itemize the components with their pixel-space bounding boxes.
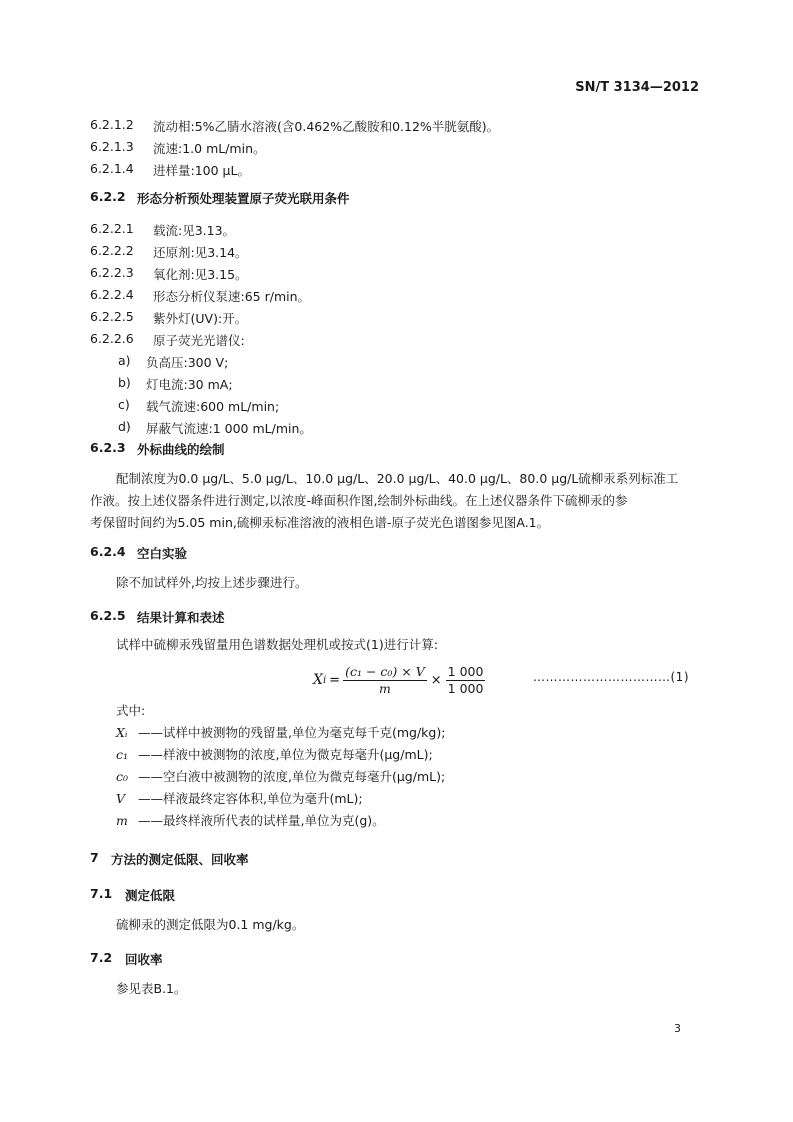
section-title: 测定低限 — [125, 888, 176, 903]
formula-lhs-sub: i — [322, 674, 327, 686]
variable-desc: ——试样中被测物的残留量,单位为毫克每千克(mg/kg); — [138, 725, 446, 740]
section-number: 6.2.3 — [90, 440, 126, 455]
paragraph-line: 作液。按上述仪器条件进行测定,以浓度-峰面积作图,绘制外标曲线。在上述仪器条件下硫柳汞的参 — [90, 493, 628, 508]
formula-numerator-2: 1 000 — [447, 663, 484, 679]
item-number: 6.2.2.1 — [90, 221, 134, 236]
section-number: 7.1 — [90, 886, 113, 901]
section-title: 空白实验 — [137, 546, 188, 561]
equation-number: ……………………………(1) — [533, 670, 689, 684]
list-text: 负高压:300 V; — [146, 355, 229, 370]
list-text: 载气流速:600 mL/min; — [146, 399, 280, 414]
item-text: 流动相:5%乙腈水溶液(含0.462%乙酸胺和0.12%半胱氨酸)。 — [153, 119, 500, 134]
item-text: 载流:见3.13。 — [153, 223, 236, 238]
variable-desc: ——样液中被测物的浓度,单位为微克每毫升(μg/mL); — [138, 747, 433, 762]
formula-fraction-2 — [446, 664, 486, 697]
item-text: 紫外灯(UV):开。 — [153, 311, 248, 326]
paragraph-line: 试样中硫柳汞残留量用色谱数据处理机或按式(1)进行计算: — [116, 637, 438, 652]
paragraph-line: 考保留时间约为5.05 min,硫柳汞标准溶液的液相色谱-原子荧光色谱图参见图A.1。 — [90, 515, 550, 530]
variable-desc: ——样液最终定容体积,单位为毫升(mL); — [138, 791, 363, 806]
item-number: 6.2.2.2 — [90, 243, 134, 258]
formula-equals: = — [329, 672, 341, 688]
section-title: 形态分析预处理装置原子荧光联用条件 — [137, 191, 350, 206]
item-number: 6.2.1.3 — [90, 139, 134, 154]
list-text: 灯电流:30 mA; — [146, 377, 233, 392]
section-number: 6.2.5 — [90, 608, 126, 623]
variable-symbol: m — [116, 813, 128, 828]
paragraph-line: 除不加试样外,均按上述步骤进行。 — [116, 575, 308, 590]
list-text: 屏蔽气流速:1 000 mL/min。 — [146, 421, 312, 436]
formula-fraction-1 — [343, 664, 427, 697]
item-text: 进样量:100 μL。 — [153, 163, 250, 178]
section-number: 7.2 — [90, 950, 113, 965]
variable-symbol: c₁ — [116, 747, 129, 762]
item-number: 6.2.2.5 — [90, 309, 134, 324]
variable-desc: ——空白液中被测物的浓度,单位为微克每毫升(μg/mL); — [138, 769, 446, 784]
item-number: 6.2.2.4 — [90, 287, 134, 302]
list-label: d) — [118, 419, 131, 434]
item-text: 氧化剂:见3.15。 — [153, 267, 248, 282]
list-label: c) — [118, 397, 130, 412]
item-text: 还原剂:见3.14。 — [153, 245, 248, 260]
paragraph-line: 硫柳汞的测定低限为0.1 mg/kg。 — [116, 917, 305, 932]
formula — [313, 660, 485, 700]
section-number: 6.2.2 — [90, 189, 126, 204]
variable-symbol: c₀ — [116, 769, 129, 784]
item-text: 原子荧光光谱仪: — [153, 333, 245, 348]
variable-symbol: Xᵢ — [116, 725, 128, 740]
section-title: 外标曲线的绘制 — [137, 442, 225, 457]
page-number: 3 — [674, 1022, 681, 1035]
formula-denominator-2: 1 000 — [447, 680, 484, 696]
list-label: a) — [118, 353, 131, 368]
formula-times: × — [430, 672, 442, 688]
chapter-number: 7 — [90, 850, 99, 865]
variable-desc: ——最终样液所代表的试样量,单位为克(g)。 — [138, 813, 385, 828]
formula-denominator-1: m — [343, 680, 427, 697]
standard-id: SN/T 3134—2012 — [575, 80, 699, 95]
item-number: 6.2.1.4 — [90, 161, 134, 176]
variable-symbol: V — [116, 791, 126, 806]
section-number: 6.2.4 — [90, 544, 126, 559]
where-label: 式中: — [116, 703, 146, 718]
section-title: 结果计算和表述 — [137, 610, 225, 625]
formula-numerator-1: (c₁ − c₀) × V — [345, 663, 425, 679]
item-number: 6.2.2.6 — [90, 331, 134, 346]
section-title: 回收率 — [125, 952, 163, 967]
formula-lhs: X — [313, 672, 323, 688]
paragraph-line: 参见表B.1。 — [116, 981, 187, 996]
item-text: 形态分析仪泵速:65 r/min。 — [153, 289, 311, 304]
item-text: 流速:1.0 mL/min。 — [153, 141, 266, 156]
item-number: 6.2.1.2 — [90, 117, 134, 132]
item-number: 6.2.2.3 — [90, 265, 134, 280]
chapter-title: 方法的测定低限、回收率 — [111, 852, 249, 867]
paragraph-line: 配制浓度为0.0 μg/L、5.0 μg/L、10.0 μg/L、20.0 μg/L、40.0 μg/L、80.0 μg/L硫柳汞系列标准工 — [116, 471, 679, 486]
list-label: b) — [118, 375, 131, 390]
